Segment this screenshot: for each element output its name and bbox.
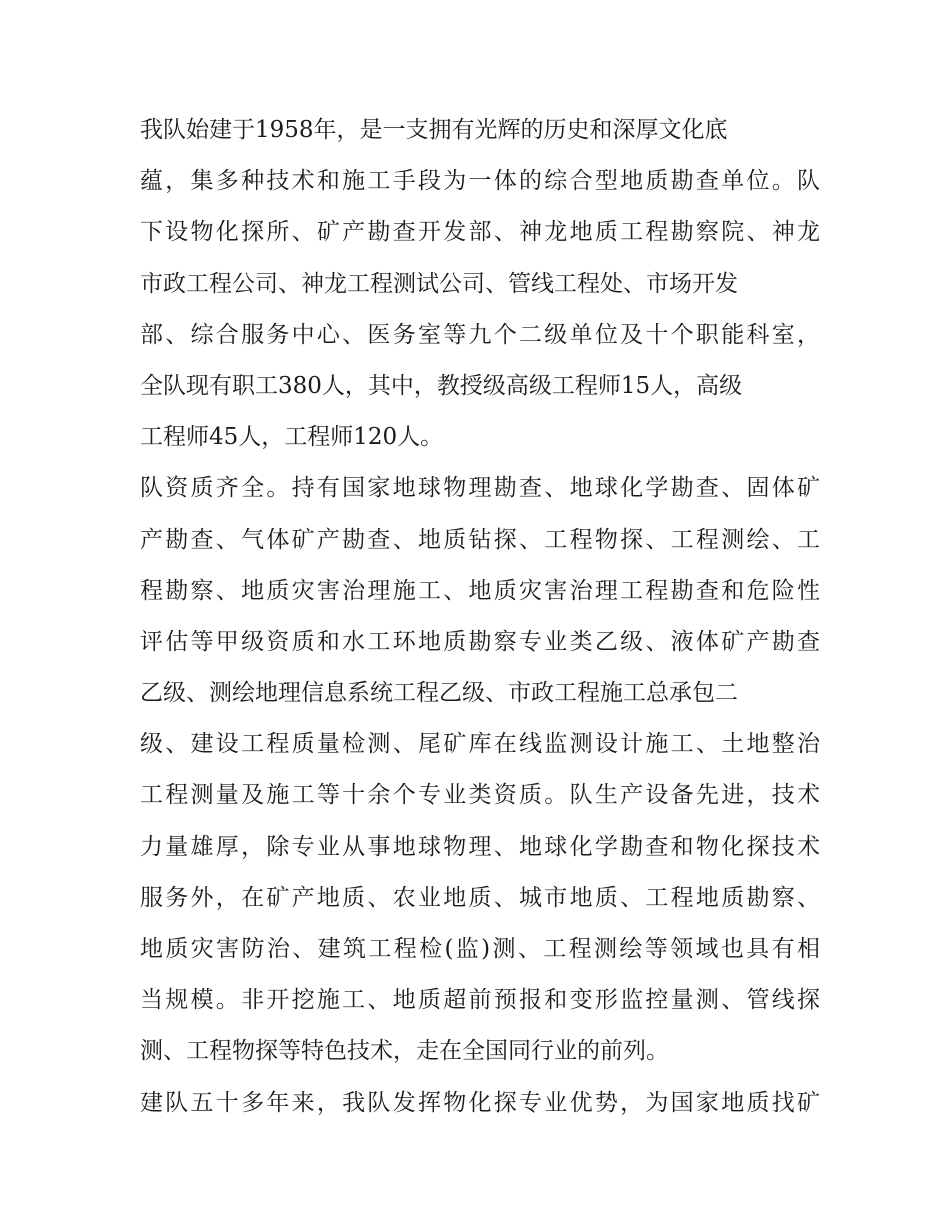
text-line: 建队五十多年来，我队发挥物化探专业优势，为国家地质找矿 (140, 1089, 820, 1116)
text-line: 蕴，集多种技术和施工手段为一体的综合型地质勘查单位。队 (140, 168, 820, 195)
text-line: 地质灾害防治、建筑工程检(监)测、工程测绘等领域也具有相 (140, 936, 820, 962)
text-line: 全队现有职工380人，其中，教授级高级工程师15人，高级 (140, 372, 743, 399)
text-line: 工程师45人，工程师120人。 (140, 424, 444, 451)
text-line: 市政工程公司、神龙工程测试公司、管线工程处、市场开发 (140, 270, 738, 297)
text-line: 服务外，在矿产地质、农业地质、城市地质、工程地质勘察、 (140, 884, 820, 911)
text-line: 产勘查、气体矿产勘查、地质钻探、工程物探、工程测绘、工 (140, 526, 820, 553)
text-line: 下设物化探所、矿产勘查开发部、神龙地质工程勘察院、神龙 (140, 219, 820, 246)
text-line: 我队始建于1958年，是一支拥有光辉的历史和深厚文化底 (140, 117, 728, 143)
text-line: 当规模。非开挖施工、地质超前预报和变形监控量测、管线探 (140, 987, 820, 1014)
text-line: 力量雄厚，除专业从事地球物理、地球化学勘查和物化探技术 (140, 833, 820, 860)
text-line: 测、工程物探等特色技术，走在全国同行业的前列。 (140, 1038, 669, 1065)
text-line: 乙级、测绘地理信息系统工程乙级、市政工程施工总承包二 (140, 680, 738, 707)
text-line: 程勘察、地质灾害治理施工、地质灾害治理工程勘查和危险性 (140, 577, 820, 604)
text-line: 工程测量及施工等十余个专业类资质。队生产设备先进，技术 (140, 782, 820, 809)
paragraph-history (140, 105, 820, 463)
text-line: 级、建设工程质量检测、尾矿库在线监测设计施工、土地整治 (140, 731, 820, 758)
text-line: 部、综合服务中心、医务室等九个二级单位及十个职能科室， (140, 321, 820, 348)
document-body (140, 105, 820, 1129)
paragraph-qualifications (140, 463, 820, 1077)
paragraph-achievements (140, 1078, 820, 1129)
text-line: 队资质齐全。持有国家地球物理勘查、地球化学勘查、固体矿 (140, 475, 820, 502)
text-line: 评估等甲级资质和水工环地质勘察专业类乙级、液体矿产勘查 (140, 628, 820, 655)
